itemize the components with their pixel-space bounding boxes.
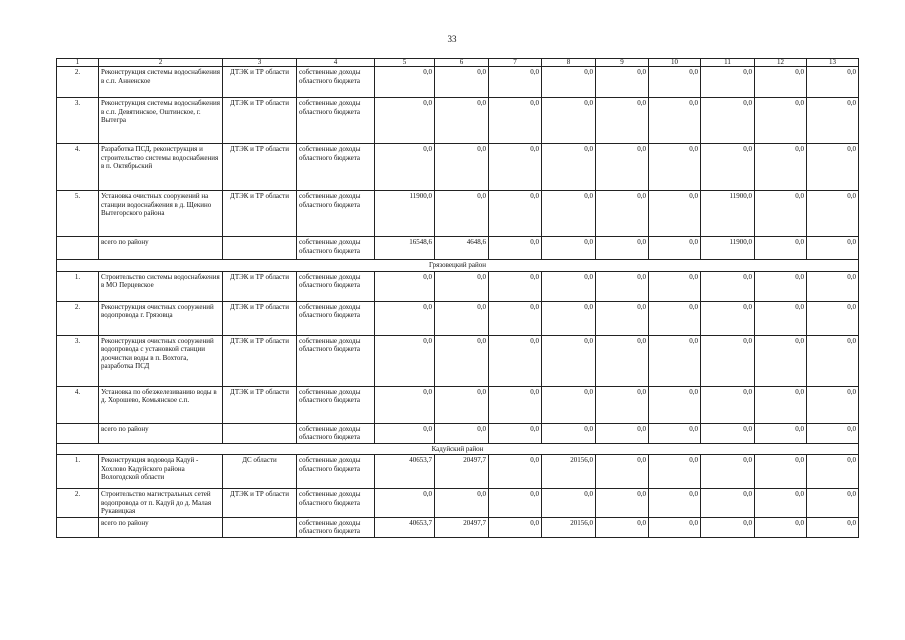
amount-cell: 0,0 — [435, 386, 489, 423]
amount-cell: 0,0 — [596, 98, 649, 144]
row-index — [57, 517, 99, 537]
amount-cell: 0,0 — [755, 67, 807, 98]
table-row — [57, 98, 859, 144]
amount-cell: 0,0 — [755, 455, 807, 489]
amount-cell: 0,0 — [701, 489, 755, 518]
amount-cell: 0,0 — [489, 191, 542, 237]
amount-cell: 0,0 — [596, 455, 649, 489]
executor: ДТЭК и ТР области — [223, 98, 297, 144]
funding-source: собственные доходы областного бюджета — [297, 67, 375, 98]
amount-cell: 0,0 — [596, 237, 649, 260]
amount-cell: 0,0 — [542, 67, 596, 98]
funding-source: собственные доходы областного бюджета — [297, 301, 375, 335]
amount-cell: 0,0 — [489, 271, 542, 301]
amount-cell: 0,0 — [755, 335, 807, 386]
amount-cell: 0,0 — [489, 489, 542, 518]
amount-cell: 20156,0 — [542, 455, 596, 489]
amount-cell: 11900,0 — [375, 191, 435, 237]
amount-cell: 0,0 — [649, 98, 701, 144]
amount-cell: 0,0 — [649, 67, 701, 98]
amount-cell: 0,0 — [807, 517, 859, 537]
amount-cell: 0,0 — [435, 301, 489, 335]
amount-cell: 0,0 — [701, 455, 755, 489]
district-total-row — [57, 517, 859, 537]
column-number-4: 4 — [297, 59, 375, 67]
measure-name: Установка по обезжелезиванию воды в д. Хорошево, Комьянское с.п. — [99, 386, 223, 423]
row-index: 3. — [57, 335, 99, 386]
measure-name: Реконструкция очистных сооружений водопровода г. Грязовца — [99, 301, 223, 335]
amount-cell: 20497,7 — [435, 455, 489, 489]
table-row — [57, 67, 859, 98]
measure-name: Строительство магистральных сетей водопровода от п. Кадуй до д. Малая Рукавицкая — [99, 489, 223, 518]
row-index — [57, 423, 99, 443]
amount-cell: 0,0 — [596, 191, 649, 237]
column-number-9: 9 — [596, 59, 649, 67]
amount-cell: 0,0 — [807, 98, 859, 144]
amount-cell: 0,0 — [435, 191, 489, 237]
table-row — [57, 271, 859, 301]
measure-name: Строительство системы водоснабжения в МО Перцевское — [99, 271, 223, 301]
amount-cell: 0,0 — [649, 271, 701, 301]
amount-cell: 0,0 — [807, 301, 859, 335]
amount-cell: 11900,0 — [701, 237, 755, 260]
measure-name: Разработка ПСД, реконструкция и строительство системы водоснабжения в п. Октябрьский — [99, 144, 223, 191]
column-number-13: 13 — [807, 59, 859, 67]
executor — [223, 517, 297, 537]
amount-cell: 0,0 — [649, 423, 701, 443]
budget-table — [56, 58, 859, 538]
amount-cell: 0,0 — [649, 517, 701, 537]
amount-cell: 0,0 — [542, 423, 596, 443]
amount-cell: 0,0 — [755, 301, 807, 335]
amount-cell: 0,0 — [649, 237, 701, 260]
measure-name: Реконструкция системы водоснабжения в с.п. Анненское — [99, 67, 223, 98]
measure-name: Реконструкция системы водоснабжения в с.п. Девятинское, Оштинское, г. Вытегра — [99, 98, 223, 144]
funding-source: собственные доходы областного бюджета — [297, 335, 375, 386]
measure-name: всего по району — [99, 237, 223, 260]
amount-cell: 0,0 — [807, 271, 859, 301]
table-row — [57, 386, 859, 423]
amount-cell: 0,0 — [701, 386, 755, 423]
column-number-1: 1 — [57, 59, 99, 67]
amount-cell: 0,0 — [435, 423, 489, 443]
executor — [223, 237, 297, 260]
amount-cell: 0,0 — [596, 489, 649, 518]
amount-cell: 20497,7 — [435, 517, 489, 537]
amount-cell: 0,0 — [807, 386, 859, 423]
funding-source: собственные доходы областного бюджета — [297, 98, 375, 144]
amount-cell: 0,0 — [649, 335, 701, 386]
column-number-11: 11 — [701, 59, 755, 67]
amount-cell: 0,0 — [489, 301, 542, 335]
amount-cell: 0,0 — [649, 489, 701, 518]
amount-cell: 0,0 — [489, 455, 542, 489]
row-index: 5. — [57, 191, 99, 237]
amount-cell: 0,0 — [542, 335, 596, 386]
amount-cell: 4648,6 — [435, 237, 489, 260]
amount-cell: 0,0 — [807, 423, 859, 443]
amount-cell: 0,0 — [542, 271, 596, 301]
executor: ДТЭК и ТР области — [223, 335, 297, 386]
amount-cell: 20156,0 — [542, 517, 596, 537]
amount-cell: 0,0 — [807, 489, 859, 518]
amount-cell: 0,0 — [807, 455, 859, 489]
amount-cell: 0,0 — [375, 335, 435, 386]
column-number-10: 10 — [649, 59, 701, 67]
amount-cell: 0,0 — [489, 237, 542, 260]
amount-cell: 0,0 — [596, 301, 649, 335]
amount-cell: 0,0 — [435, 335, 489, 386]
executor: ДТЭК и ТР области — [223, 386, 297, 423]
amount-cell: 0,0 — [596, 423, 649, 443]
amount-cell: 0,0 — [489, 98, 542, 144]
amount-cell: 0,0 — [807, 335, 859, 386]
measure-name: всего по району — [99, 423, 223, 443]
table-row — [57, 301, 859, 335]
district-title: Кадуйский район — [57, 443, 859, 455]
amount-cell: 0,0 — [755, 517, 807, 537]
amount-cell: 0,0 — [542, 144, 596, 191]
amount-cell: 0,0 — [701, 423, 755, 443]
amount-cell: 0,0 — [755, 271, 807, 301]
table-row — [57, 455, 859, 489]
row-index: 4. — [57, 386, 99, 423]
district-title: Грязовецкий район — [57, 260, 859, 272]
amount-cell: 0,0 — [542, 386, 596, 423]
amount-cell: 0,0 — [755, 144, 807, 191]
amount-cell: 0,0 — [489, 517, 542, 537]
executor: ДТЭК и ТР области — [223, 144, 297, 191]
amount-cell: 0,0 — [542, 191, 596, 237]
funding-source: собственные доходы областного бюджета — [297, 144, 375, 191]
row-index — [57, 237, 99, 260]
funding-source: собственные доходы областного бюджета — [297, 517, 375, 537]
district-section-row — [57, 260, 859, 272]
amount-cell: 0,0 — [649, 455, 701, 489]
amount-cell: 0,0 — [542, 301, 596, 335]
amount-cell: 0,0 — [807, 144, 859, 191]
amount-cell: 0,0 — [701, 335, 755, 386]
funding-source: собственные доходы областного бюджета — [297, 489, 375, 518]
amount-cell: 0,0 — [489, 335, 542, 386]
amount-cell: 0,0 — [375, 301, 435, 335]
amount-cell: 40653,7 — [375, 455, 435, 489]
amount-cell: 0,0 — [807, 67, 859, 98]
amount-cell: 0,0 — [755, 237, 807, 260]
amount-cell: 40653,7 — [375, 517, 435, 537]
executor: ДТЭК и ТР области — [223, 489, 297, 518]
amount-cell: 0,0 — [435, 67, 489, 98]
amount-cell: 0,0 — [435, 489, 489, 518]
amount-cell: 0,0 — [596, 271, 649, 301]
page-number: 33 — [447, 34, 457, 44]
table-row — [57, 144, 859, 191]
amount-cell: 0,0 — [375, 423, 435, 443]
row-index: 1. — [57, 455, 99, 489]
amount-cell: 0,0 — [375, 67, 435, 98]
amount-cell: 0,0 — [701, 67, 755, 98]
amount-cell: 0,0 — [755, 191, 807, 237]
amount-cell: 0,0 — [375, 386, 435, 423]
amount-cell: 0,0 — [649, 386, 701, 423]
amount-cell: 0,0 — [375, 271, 435, 301]
table-row — [57, 335, 859, 386]
executor — [223, 423, 297, 443]
funding-source: собственные доходы областного бюджета — [297, 237, 375, 260]
column-number-6: 6 — [435, 59, 489, 67]
amount-cell: 0,0 — [596, 67, 649, 98]
table-row — [57, 191, 859, 237]
amount-cell: 0,0 — [701, 301, 755, 335]
amount-cell: 0,0 — [435, 98, 489, 144]
measure-name: Установка очистных сооружений на станции водоснабжения в д. Щекино Вытегорского района — [99, 191, 223, 237]
amount-cell: 0,0 — [649, 191, 701, 237]
amount-cell: 0,0 — [375, 98, 435, 144]
amount-cell: 0,0 — [755, 386, 807, 423]
amount-cell: 0,0 — [435, 271, 489, 301]
amount-cell: 0,0 — [596, 335, 649, 386]
amount-cell: 0,0 — [596, 386, 649, 423]
amount-cell: 0,0 — [489, 386, 542, 423]
column-number-7: 7 — [489, 59, 542, 67]
amount-cell: 0,0 — [489, 67, 542, 98]
row-index: 3. — [57, 98, 99, 144]
amount-cell: 0,0 — [435, 144, 489, 191]
amount-cell: 0,0 — [649, 144, 701, 191]
amount-cell: 0,0 — [755, 489, 807, 518]
measure-name: Реконструкция очистных сооружений водопровода с установкой станции доочистки воды в п. Вохтога, разработка ПСД — [99, 335, 223, 386]
executor: ДТЭК и ТР области — [223, 191, 297, 237]
amount-cell: 0,0 — [701, 144, 755, 191]
column-number-5: 5 — [375, 59, 435, 67]
row-index: 2. — [57, 67, 99, 98]
amount-cell: 0,0 — [701, 517, 755, 537]
measure-name: Реконструкция водовода Кадуй - Хохлово Кадуйского района Вологодской области — [99, 455, 223, 489]
amount-cell: 0,0 — [489, 144, 542, 191]
column-number-3: 3 — [223, 59, 297, 67]
row-index: 4. — [57, 144, 99, 191]
amount-cell: 0,0 — [596, 144, 649, 191]
column-number-12: 12 — [755, 59, 807, 67]
funding-source: собственные доходы областного бюджета — [297, 455, 375, 489]
column-number-8: 8 — [542, 59, 596, 67]
funding-source: собственные доходы областного бюджета — [297, 191, 375, 237]
table-row — [57, 489, 859, 518]
amount-cell: 16548,6 — [375, 237, 435, 260]
executor: ДТЭК и ТР области — [223, 271, 297, 301]
row-index: 2. — [57, 301, 99, 335]
row-index: 1. — [57, 271, 99, 301]
district-total-row — [57, 423, 859, 443]
amount-cell: 0,0 — [807, 191, 859, 237]
executor: ДТЭК и ТР области — [223, 301, 297, 335]
amount-cell: 0,0 — [807, 237, 859, 260]
amount-cell: 0,0 — [701, 271, 755, 301]
column-number-row — [57, 59, 859, 67]
amount-cell: 0,0 — [375, 489, 435, 518]
amount-cell: 0,0 — [596, 517, 649, 537]
executor: ДТЭК и ТР области — [223, 67, 297, 98]
district-total-row — [57, 237, 859, 260]
amount-cell: 0,0 — [701, 98, 755, 144]
amount-cell: 0,0 — [542, 237, 596, 260]
amount-cell: 0,0 — [489, 423, 542, 443]
district-section-row — [57, 443, 859, 455]
funding-source: собственные доходы областного бюджета — [297, 386, 375, 423]
amount-cell: 0,0 — [542, 489, 596, 518]
amount-cell: 0,0 — [755, 98, 807, 144]
amount-cell: 0,0 — [755, 423, 807, 443]
funding-source: собственные доходы областного бюджета — [297, 423, 375, 443]
funding-source: собственные доходы областного бюджета — [297, 271, 375, 301]
measure-name: всего по району — [99, 517, 223, 537]
executor: ДС области — [223, 455, 297, 489]
amount-cell: 11900,0 — [701, 191, 755, 237]
amount-cell: 0,0 — [649, 301, 701, 335]
row-index: 2. — [57, 489, 99, 518]
column-number-2: 2 — [99, 59, 223, 67]
amount-cell: 0,0 — [542, 98, 596, 144]
amount-cell: 0,0 — [375, 144, 435, 191]
